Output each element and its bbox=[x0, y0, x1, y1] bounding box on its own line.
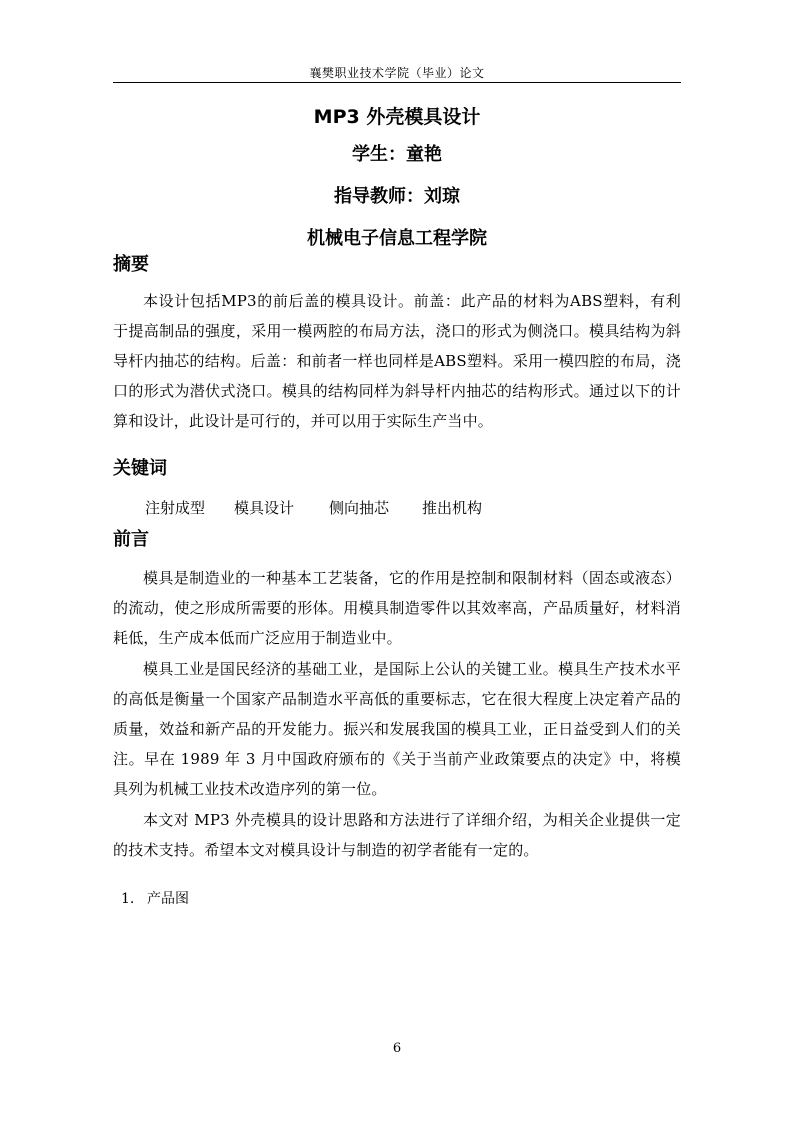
list-item bbox=[121, 888, 189, 910]
list-number: 1. bbox=[121, 891, 135, 907]
abstract-heading: 摘要 bbox=[113, 254, 149, 275]
student-name: 学生：童艳 bbox=[352, 144, 442, 165]
keyword-item: 模具设计 bbox=[234, 499, 295, 517]
keyword-item: 侧向抽芯 bbox=[329, 499, 390, 517]
keywords-list bbox=[145, 496, 482, 520]
preface-paragraph: 模具工业是国民经济的基础工业，是国际上公认的关键工业。模具生产技术水平的高低是衡量一个国家产品制造水平高低的重要标志，它在很大程度上决定着产品的质量，效益和新产品的开发能力。振兴和发展我国的模具工业，正日益受到人们的关注。早在 1989 年 3 月中国政府颁布的《关于当前产业政策要点的决定》中，将模具列为机械工业技术改造序列的第一位。 bbox=[113, 660, 681, 798]
list-label: 产品图 bbox=[147, 891, 189, 907]
page-header: 襄樊职业技术学院（毕业）论文 bbox=[309, 66, 485, 80]
paper-title: MP3 外壳模具设计 bbox=[313, 106, 481, 128]
page-number: 6 bbox=[392, 1041, 402, 1056]
keywords-heading: 关键词 bbox=[113, 458, 167, 479]
preface-paragraph: 本文对 MP3 外壳模具的设计思路和方法进行了详细介绍，为相关企业提供一定的技术支持。希望本文对模具设计与制造的初学者能有一定的。 bbox=[113, 811, 681, 859]
preface-heading: 前言 bbox=[113, 529, 149, 550]
header-rule bbox=[113, 82, 681, 83]
title-block bbox=[113, 102, 681, 258]
school-name: 机械电子信息工程学院 bbox=[307, 228, 487, 249]
keyword-item: 注射成型 bbox=[145, 499, 206, 517]
keyword-item: 推出机构 bbox=[422, 499, 483, 517]
preface-paragraph: 模具是制造业的一种基本工艺装备，它的作用是控制和限制材料（固态或液态）的流动，使之形成所需要的形体。用模具制造零件以其效率高，产品质量好，材料消耗低，生产成本低而广泛应用于制造业中。 bbox=[113, 569, 681, 647]
advisor-name: 指导教师：刘琼 bbox=[334, 186, 460, 207]
abstract-text: 本设计包括MP3的前后盖的模具设计。前盖：此产品的材料为ABS塑料，有利于提高制品的强度，采用一模两腔的布局方法，浇口的形式为侧浇口。模具结构为斜导杆内抽芯的结构。后盖：和前者一样也同样是ABS塑料。采用一模四腔的布局，浇口的形式为潜伏式浇口。模具的结构同样为斜导杆内抽芯的结构形式。通过以下的计算和设计，此设计是可行的，并可以用于实际生产当中。 bbox=[113, 292, 681, 430]
